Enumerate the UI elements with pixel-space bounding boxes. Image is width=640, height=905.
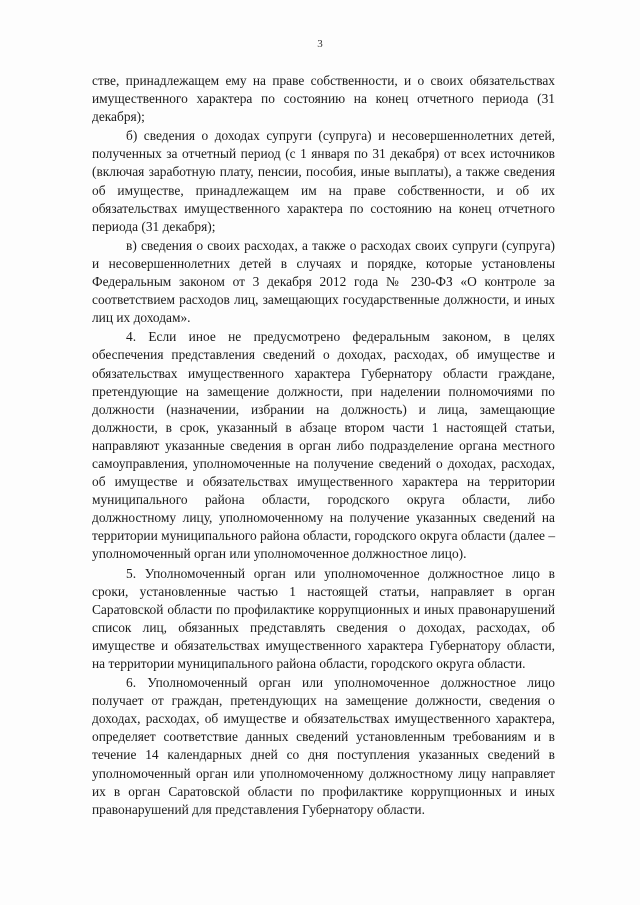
paragraph-subitem-v: в) сведения о своих расходах, а также о расходах своих супруги (супруга) и несовершеннолетних детей в случаях и порядке, которые установлены Федеральным законом от 3 декабря 2012 года № 230-ФЗ «О контроле за соответствием расходов лиц, замещающих государственные должности, и иных лиц их доходам». [92, 237, 555, 326]
paragraph-subitem-b: б) сведения о доходах супруги (супруга) и несовершеннолетних детей, полученных за отчетный период (с 1 января по 31 декабря) от всех источников (включая заработную плату, пенсии, пособия, иные выплаты), а также сведения об имуществе, принадлежащем им на праве собственности, и об их обязательствах имущественного характера по состоянию на конец отчетного периода (31 декабря); [92, 128, 555, 234]
paragraph-item-6: 6. Уполномоченный орган или уполномоченное должностное лицо получает от граждан, претендующих на замещение должности, сведения о доходах, расходах, об имуществе и обязательствах имущественного характера, определяет соответствие данных сведений установленным требованиям и в течение 14 календарных дней со дня поступления указанных сведений в уполномоченный орган или уполномоченному должностному лицу направляет их в орган Саратовской области по профилактике коррупционных и иных правонарушений для представления Губернатору области. [92, 675, 555, 817]
paragraph-item-4: 4. Если иное не предусмотрено федеральным законом, в целях обеспечения представления сведений о доходах, расходах, об имуществе и обязательствах имущественного характера Губернатору области граждане, претендующие на замещение должности, при наделении полномочиями по должности (назначении, избрании на должность) и лица, замещающие должности, в срок, указанный в абзаце втором части 1 настоящей статьи, направляют указанные сведения в орган либо подразделение органа местного самоуправления, уполномоченные на получение сведений о доходах, расходах, об имуществе и обязательствах имущественного характера на территории муниципального района области, городского округа области, либо должностному лицу, уполномоченному на получение указанных сведений на территории муниципального района области, городского округа области (далее – уполномоченный орган или уполномоченное должностное лицо). [92, 329, 556, 562]
paragraph-continuation: стве, принадлежащем ему на праве собственности, и о своих обязательствах имущественного характера по состоянию на конец отчетного периода (31 декабря); [92, 73, 555, 125]
document-body [92, 72, 555, 820]
page-number: 3 [317, 38, 323, 50]
paragraph-item-5: 5. Уполномоченный орган или уполномоченное должностное лицо в сроки, установленные частью 1 настоящей статьи, направляет в орган Саратовской области по профилактике коррупционных и иных правонарушений список лиц, обязанных представлять сведения о доходах, расходах, об имуществе и обязательствах имущественного характера Губернатору области, на территории муниципального района области, городского округа области. [92, 565, 555, 671]
